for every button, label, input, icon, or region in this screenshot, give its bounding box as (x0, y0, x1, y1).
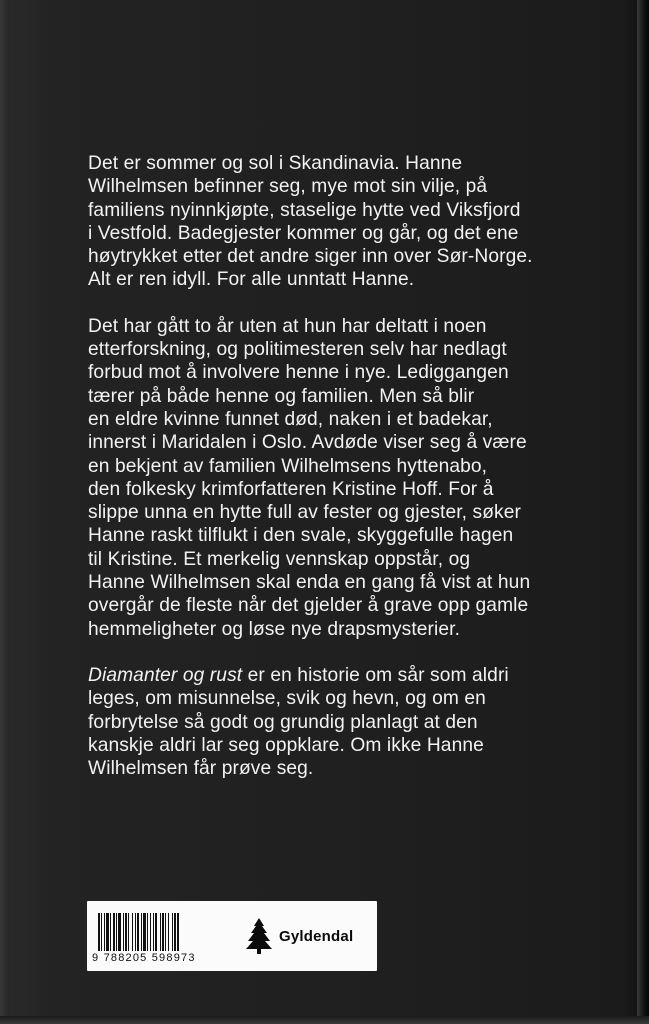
text-line: den folkesky krimforfatteren Kristine Hoff. For å (88, 478, 494, 500)
text-line: tærer på både henne og familien. Men så blir (88, 385, 475, 407)
text-line: Hanne raskt tilflukt i den svale, skyggefulle hagen (88, 525, 514, 547)
text-line: en bekjent av familien Wilhelmsens hyttenabo, (88, 455, 488, 477)
cover-bottom-edge (0, 1016, 649, 1024)
text-line: Wilhelmsen befinner seg, mye mot sin vilje, på (88, 176, 488, 198)
cover-left-shade (0, 0, 10, 1024)
book-title-italic: Diamanter og rust (88, 664, 243, 686)
spruce-tree-icon (245, 917, 273, 955)
text-line: leges, om misunnelse, svik og hevn, og om en (88, 688, 486, 710)
text-line: slippe unna en hytte full av fester og gjester, søker (88, 502, 521, 524)
text-line: Wilhelmsen får prøve seg. (88, 758, 314, 780)
text-line: Hanne Wilhelmsen skal enda en gang få vist at hun (88, 572, 531, 594)
text-line: innerst i Maridalen i Oslo. Avdøde viser seg å være (88, 432, 527, 454)
text-line (88, 664, 588, 687)
text-line: høytrykket etter det andre siger inn over Sør-Norge. (88, 246, 533, 268)
cover-right-edge (637, 0, 649, 1024)
barcode (98, 913, 202, 951)
text-line: i Vestfold. Badegjester kommer og går, og det ene (88, 222, 519, 244)
blurb-paragraph-1 (88, 152, 588, 292)
text-line: Alt er ren idyll. For alle unntatt Hanne. (88, 269, 415, 291)
publisher-name: Gyldendal (279, 928, 354, 945)
text-line-rest: er en historie om sår som aldri (242, 664, 509, 686)
barcode-stripe (179, 913, 180, 951)
blurb-paragraph-2 (88, 315, 588, 641)
text-line: forbrytelse så godt og grundig planlagt at den (88, 711, 478, 733)
blurb-text (88, 152, 588, 803)
barcode-label (87, 901, 377, 971)
text-line: etterforskning, og politimesteren selv har nedlagt (88, 339, 507, 361)
isbn-number: 9 788205 598973 (92, 952, 196, 964)
text-line: familiens nyinnkjøpte, staselige hytte ved Viksfjord (88, 199, 521, 221)
text-line: kanskje aldri lar seg oppklare. Om ikke Hanne (88, 734, 484, 756)
text-line: hemmeligheter og løse nye drapsmysterier. (88, 618, 461, 640)
blurb-paragraph-3 (88, 664, 588, 780)
text-line: overgår de fleste når det gjelder å grave opp gamle (88, 595, 529, 617)
text-line: en eldre kvinne funnet død, naken i et badekar, (88, 408, 493, 430)
text-line: forbud mot å involvere henne i nye. Lediggangen (88, 362, 509, 384)
text-line: til Kristine. Et merkelig vennskap oppstår, og (88, 548, 471, 570)
text-line: Det er sommer og sol i Skandinavia. Hanne (88, 153, 463, 174)
text-line: Det har gått to år uten at hun har deltatt i noen (88, 315, 487, 337)
